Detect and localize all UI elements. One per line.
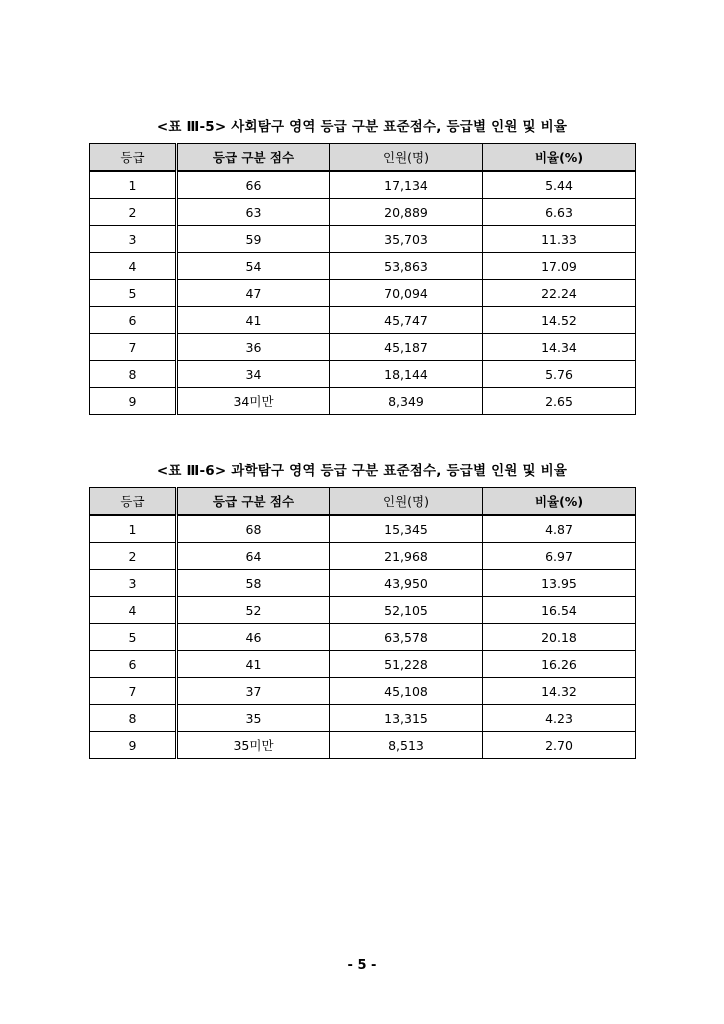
grade-cell: 6: [90, 651, 177, 678]
header-count: 인원(명): [330, 488, 483, 516]
header-grade: 등급: [90, 144, 177, 172]
science-table-section: [89, 461, 635, 759]
table-row: [90, 597, 636, 624]
header-ratio: 비율(%): [483, 144, 636, 172]
table-row: [90, 624, 636, 651]
grade-cell: 7: [90, 334, 177, 361]
header-row: [90, 488, 636, 516]
header-row: [90, 144, 636, 172]
ratio-cell: 14.52: [483, 307, 636, 334]
header-ratio: 비율(%): [483, 488, 636, 516]
ratio-cell: 4.23: [483, 705, 636, 732]
table-row: [90, 651, 636, 678]
cutoff-score-cell: 35: [177, 705, 330, 732]
ratio-cell: 20.18: [483, 624, 636, 651]
table-row: [90, 334, 636, 361]
cutoff-score-cell: 58: [177, 570, 330, 597]
count-cell: 53,863: [330, 253, 483, 280]
count-cell: 8,513: [330, 732, 483, 759]
grade-cell: 9: [90, 732, 177, 759]
cutoff-score-cell: 37: [177, 678, 330, 705]
grade-cell: 3: [90, 570, 177, 597]
social-studies-table-section: [89, 117, 635, 415]
ratio-cell: 11.33: [483, 226, 636, 253]
cutoff-score-cell: 34미만: [177, 388, 330, 415]
grade-cell: 7: [90, 678, 177, 705]
table-row: [90, 171, 636, 199]
grade-cell: 4: [90, 253, 177, 280]
count-cell: 51,228: [330, 651, 483, 678]
grade-cell: 4: [90, 597, 177, 624]
count-cell: 13,315: [330, 705, 483, 732]
count-cell: 43,950: [330, 570, 483, 597]
grade-cell: 9: [90, 388, 177, 415]
ratio-cell: 5.44: [483, 171, 636, 199]
cutoff-score-cell: 41: [177, 651, 330, 678]
table-row: [90, 361, 636, 388]
grade-cell: 8: [90, 705, 177, 732]
table-row: [90, 570, 636, 597]
ratio-cell: 17.09: [483, 253, 636, 280]
count-cell: 18,144: [330, 361, 483, 388]
ratio-cell: 14.34: [483, 334, 636, 361]
cutoff-score-cell: 63: [177, 199, 330, 226]
cutoff-score-cell: 59: [177, 226, 330, 253]
count-cell: 63,578: [330, 624, 483, 651]
table-row: [90, 515, 636, 543]
table-title: <표 Ⅲ-6> 과학탐구 영역 등급 구분 표준점수, 등급별 인원 및 비율: [156, 463, 568, 479]
header-cutoff-score: 등급 구분 점수: [177, 488, 330, 516]
grade-cell: 1: [90, 515, 177, 543]
table-title: <표 Ⅲ-5> 사회탐구 영역 등급 구분 표준점수, 등급별 인원 및 비율: [156, 119, 568, 135]
table-row: [90, 388, 636, 415]
page-number: - 5 -: [347, 958, 377, 973]
count-cell: 45,747: [330, 307, 483, 334]
table-row: [90, 543, 636, 570]
grade-cell: 5: [90, 624, 177, 651]
cutoff-score-cell: 54: [177, 253, 330, 280]
cutoff-score-cell: 35미만: [177, 732, 330, 759]
social-studies-grade-table: [89, 143, 636, 415]
cutoff-score-cell: 66: [177, 171, 330, 199]
count-cell: 45,108: [330, 678, 483, 705]
grade-cell: 6: [90, 307, 177, 334]
ratio-cell: 13.95: [483, 570, 636, 597]
count-cell: 20,889: [330, 199, 483, 226]
table-row: [90, 678, 636, 705]
cutoff-score-cell: 64: [177, 543, 330, 570]
grade-cell: 3: [90, 226, 177, 253]
ratio-cell: 2.70: [483, 732, 636, 759]
science-grade-table: [89, 487, 636, 759]
ratio-cell: 4.87: [483, 515, 636, 543]
grade-cell: 5: [90, 280, 177, 307]
ratio-cell: 14.32: [483, 678, 636, 705]
cutoff-score-cell: 34: [177, 361, 330, 388]
grade-cell: 2: [90, 543, 177, 570]
count-cell: 45,187: [330, 334, 483, 361]
header-count: 인원(명): [330, 144, 483, 172]
count-cell: 35,703: [330, 226, 483, 253]
table-row: [90, 307, 636, 334]
ratio-cell: 5.76: [483, 361, 636, 388]
table-row: [90, 280, 636, 307]
ratio-cell: 16.54: [483, 597, 636, 624]
table-row: [90, 705, 636, 732]
grade-cell: 1: [90, 171, 177, 199]
cutoff-score-cell: 41: [177, 307, 330, 334]
table-row: [90, 199, 636, 226]
count-cell: 21,968: [330, 543, 483, 570]
table-row: [90, 226, 636, 253]
count-cell: 8,349: [330, 388, 483, 415]
ratio-cell: 6.97: [483, 543, 636, 570]
count-cell: 52,105: [330, 597, 483, 624]
cutoff-score-cell: 46: [177, 624, 330, 651]
grade-cell: 8: [90, 361, 177, 388]
cutoff-score-cell: 36: [177, 334, 330, 361]
table-row: [90, 253, 636, 280]
count-cell: 70,094: [330, 280, 483, 307]
grade-cell: 2: [90, 199, 177, 226]
table-row: [90, 732, 636, 759]
cutoff-score-cell: 47: [177, 280, 330, 307]
ratio-cell: 2.65: [483, 388, 636, 415]
cutoff-score-cell: 52: [177, 597, 330, 624]
count-cell: 17,134: [330, 171, 483, 199]
count-cell: 15,345: [330, 515, 483, 543]
header-cutoff-score: 등급 구분 점수: [177, 144, 330, 172]
cutoff-score-cell: 68: [177, 515, 330, 543]
ratio-cell: 22.24: [483, 280, 636, 307]
header-grade: 등급: [90, 488, 177, 516]
ratio-cell: 16.26: [483, 651, 636, 678]
ratio-cell: 6.63: [483, 199, 636, 226]
